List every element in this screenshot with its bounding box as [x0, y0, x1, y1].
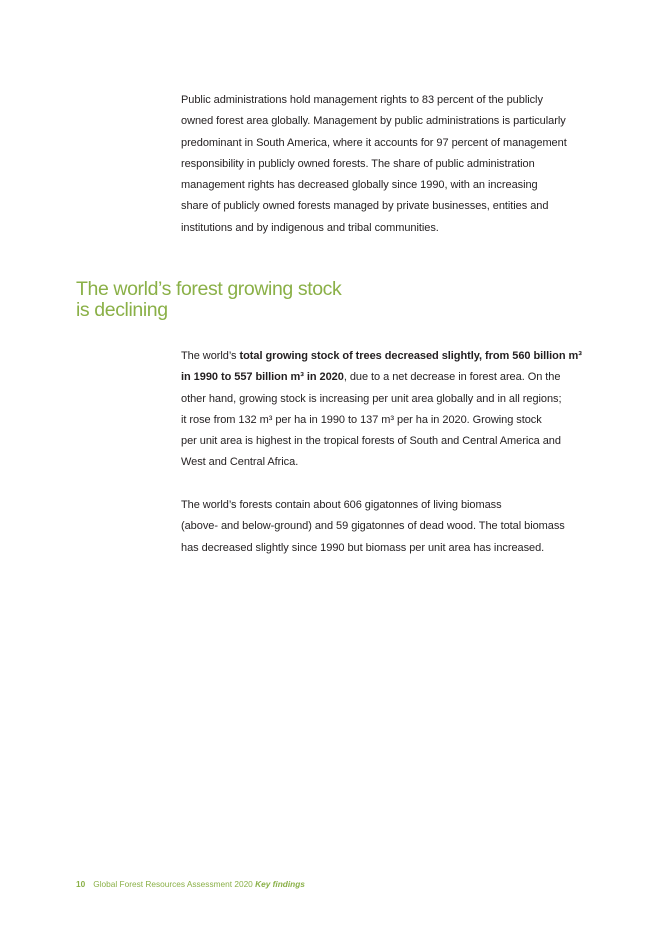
intro-line: institutions and by indigenous and tribal communities. — [181, 221, 439, 234]
growing-line: West and Central Africa. — [181, 456, 299, 469]
growing-line-2-rest: , due to a net decrease in forest area. On the — [343, 371, 561, 384]
page-number: 10 — [76, 879, 86, 889]
biomass-line: The world’s forests contain about 606 gigatonnes of living biomass — [181, 499, 502, 511]
footer-subtitle: Key findings — [255, 879, 305, 889]
growing-line — [181, 346, 591, 367]
intro-line: owned forest area globally. Management by public administrations is particularly — [181, 115, 566, 128]
intro-paragraph — [181, 90, 591, 239]
growing-line-1-bold: total growing stock of trees decreased slightly, from 560 billion m³ — [239, 350, 582, 362]
biomass-line: has decreased slightly since 1990 but biomass per unit area has increased. — [181, 541, 545, 554]
growing-stock-paragraph — [181, 346, 591, 474]
growing-line — [181, 367, 591, 388]
section-heading-line-1: The world’s forest growing stock — [76, 278, 342, 300]
growing-line: it rose from 132 m³ per ha in 1990 to 137 m³ per ha in 2020. Growing stock — [181, 413, 542, 426]
intro-line: share of publicly owned forests managed by private businesses, entities and — [181, 200, 549, 213]
page-footer — [76, 878, 305, 890]
biomass-line: (above- and below-ground) and 59 gigatonnes of dead wood. The total biomass — [181, 520, 565, 533]
growing-line: other hand, growing stock is increasing per unit area globally and in all regions; — [181, 392, 562, 405]
growing-line-2-bold: in 1990 to 557 billion m³ in 2020 — [181, 371, 344, 384]
biomass-paragraph — [181, 495, 591, 559]
section-heading — [76, 279, 341, 321]
intro-line: predominant in South America, where it accounts for 97 percent of management — [181, 136, 567, 149]
section-heading-line-2: is declining — [76, 299, 168, 321]
growing-line-1-lead: The world’s — [181, 350, 240, 362]
footer-publication: Global Forest Resources Assessment 2020 — [93, 879, 256, 889]
growing-line: per unit area is highest in the tropical forests of South and Central America and — [181, 435, 561, 448]
intro-line: management rights has decreased globally since 1990, with an increasing — [181, 179, 538, 192]
intro-line: responsibility in publicly owned forests. The share of public administration — [181, 157, 535, 170]
intro-line: Public administrations hold management rights to 83 percent of the publicly — [181, 94, 543, 106]
